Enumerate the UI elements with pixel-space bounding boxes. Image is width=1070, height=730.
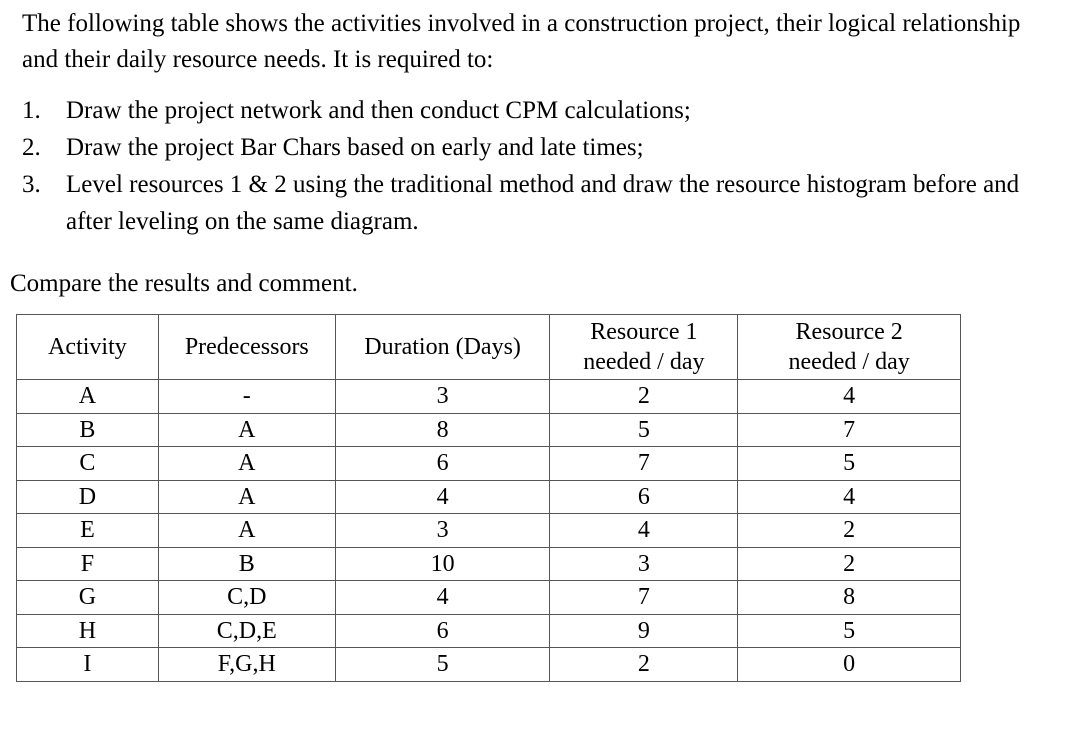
cell-resource-2: 0: [738, 648, 961, 682]
header-resource-2: [738, 315, 961, 380]
table-body: [17, 380, 961, 682]
cell-predecessors: B: [158, 547, 335, 581]
table-row: [17, 614, 961, 648]
cell-duration: 4: [335, 480, 550, 514]
cell-predecessors: C,D,E: [158, 614, 335, 648]
header-duration: Duration (Days): [335, 315, 550, 380]
cell-resource-2: 4: [738, 380, 961, 414]
compare-instruction: Compare the results and comment.: [10, 270, 358, 297]
table-row: [17, 447, 961, 481]
cell-duration: 6: [335, 614, 550, 648]
cell-resource-1: 4: [550, 514, 738, 548]
task-item: [22, 129, 1042, 166]
header-resource-2-line1: Resource 2: [795, 319, 903, 345]
task-item: [22, 166, 1042, 240]
cell-activity: C: [17, 447, 159, 481]
header-predecessors: Predecessors: [158, 315, 335, 380]
cell-activity: B: [17, 413, 159, 447]
cell-predecessors: -: [158, 380, 335, 414]
task-list: [22, 92, 1042, 240]
table-header-row: [17, 315, 961, 380]
cell-duration: 5: [335, 648, 550, 682]
cell-predecessors: C,D: [158, 581, 335, 615]
cell-activity: H: [17, 614, 159, 648]
cell-predecessors: A: [158, 480, 335, 514]
task-number: 3.: [22, 171, 41, 198]
cell-duration: 8: [335, 413, 550, 447]
cell-duration: 3: [335, 514, 550, 548]
intro-paragraph: The following table shows the activities involved in a construction project, their logical relationship and their daily resource needs. It is required to:: [22, 10, 1021, 73]
header-resource-1: [550, 315, 738, 380]
cell-predecessors: A: [158, 514, 335, 548]
cell-resource-2: 5: [738, 447, 961, 481]
cell-resource-2: 5: [738, 614, 961, 648]
table-row: [17, 581, 961, 615]
cell-duration: 10: [335, 547, 550, 581]
table-row: [17, 648, 961, 682]
cell-resource-1: 6: [550, 480, 738, 514]
cell-resource-2: 2: [738, 514, 961, 548]
table-row: [17, 547, 961, 581]
cell-resource-2: 2: [738, 547, 961, 581]
activities-table: [16, 314, 961, 682]
cell-activity: G: [17, 581, 159, 615]
cell-resource-2: 4: [738, 480, 961, 514]
header-activity: Activity: [17, 315, 159, 380]
cell-resource-1: 5: [550, 413, 738, 447]
cell-predecessors: A: [158, 413, 335, 447]
cell-resource-2: 8: [738, 581, 961, 615]
task-number: 2.: [22, 134, 41, 161]
header-resource-1-line1: Resource 1: [590, 319, 698, 345]
table-row: [17, 514, 961, 548]
cell-activity: D: [17, 480, 159, 514]
cell-duration: 6: [335, 447, 550, 481]
task-number: 1.: [22, 97, 41, 124]
cell-resource-1: 9: [550, 614, 738, 648]
cell-duration: 3: [335, 380, 550, 414]
table-row: [17, 413, 961, 447]
cell-activity: A: [17, 380, 159, 414]
task-text: Level resources 1 & 2 using the traditional method and draw the resource histogram before and after leveling on the same diagram.: [66, 171, 1020, 235]
table-row: [17, 380, 961, 414]
cell-resource-1: 2: [550, 648, 738, 682]
cell-predecessors: F,G,H: [158, 648, 335, 682]
header-resource-1-line2: needed / day: [583, 349, 705, 375]
cell-resource-2: 7: [738, 413, 961, 447]
cell-activity: I: [17, 648, 159, 682]
task-text: Draw the project network and then conduct CPM calculations;: [66, 97, 691, 124]
cell-activity: E: [17, 514, 159, 548]
cell-activity: F: [17, 547, 159, 581]
cell-resource-1: 3: [550, 547, 738, 581]
task-text: Draw the project Bar Chars based on early and late times;: [66, 134, 644, 161]
table-row: [17, 480, 961, 514]
cell-resource-1: 7: [550, 447, 738, 481]
cell-resource-1: 2: [550, 380, 738, 414]
cell-predecessors: A: [158, 447, 335, 481]
task-item: [22, 92, 1042, 129]
cell-duration: 4: [335, 581, 550, 615]
header-resource-2-line2: needed / day: [788, 349, 910, 375]
cell-resource-1: 7: [550, 581, 738, 615]
